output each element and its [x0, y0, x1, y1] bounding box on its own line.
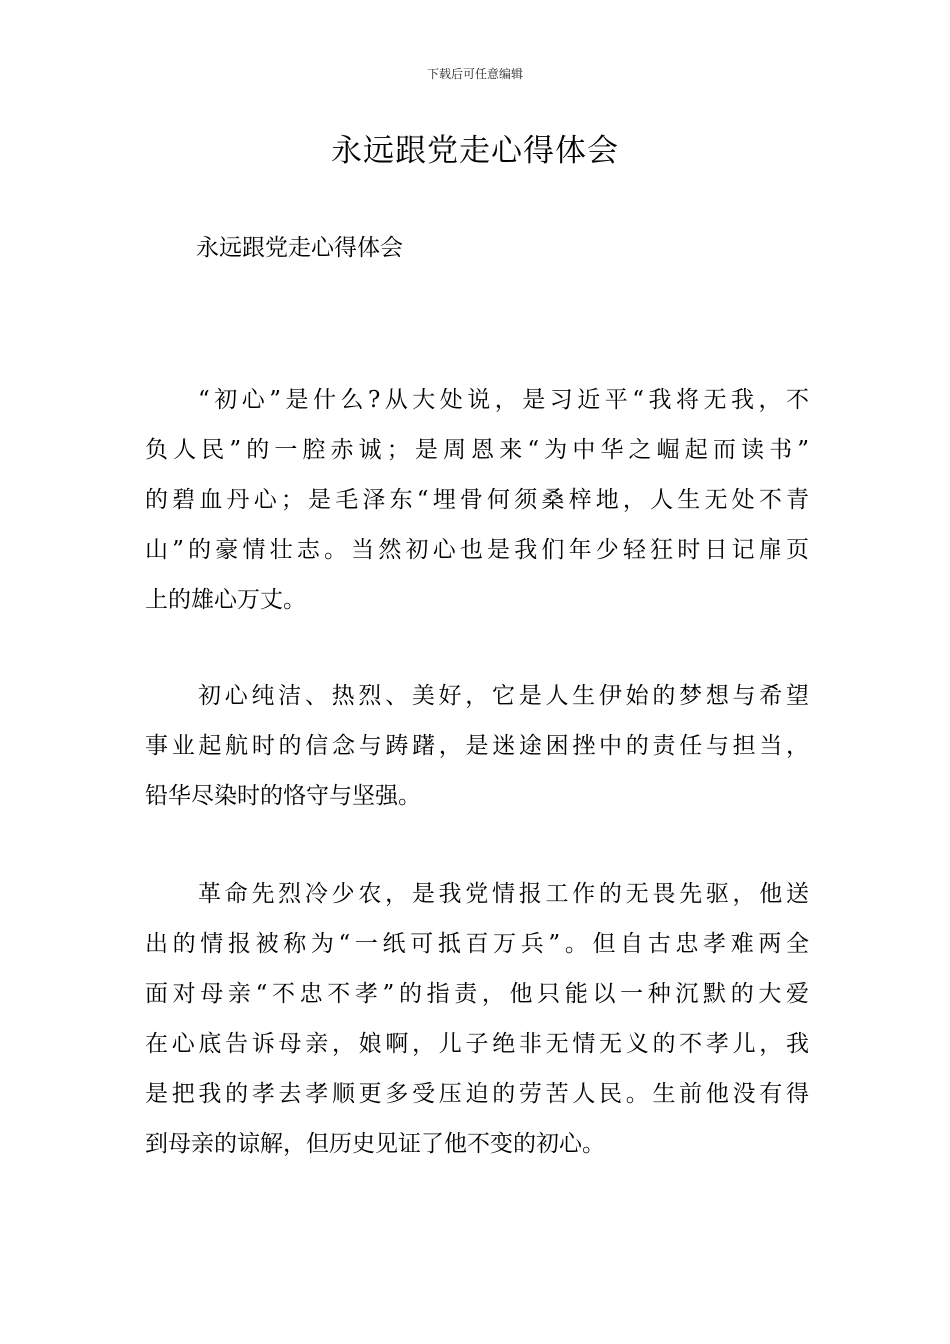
body-paragraph — [145, 671, 809, 821]
paragraph-line: 上的雄心万丈。 — [145, 587, 306, 613]
document-subtitle: 永远跟党走心得体会 — [196, 235, 403, 261]
paragraph-line: 山”的豪情壮志。当然初心也是我们年少轻狂时日记扉页 — [145, 537, 809, 563]
body-paragraph — [145, 869, 809, 1169]
body-paragraph — [145, 375, 809, 625]
paragraph-line: 到母亲的谅解，但历史见证了他不变的初心。 — [145, 1131, 605, 1157]
paragraph-line: 初心纯洁、热烈、美好，它是人生伊始的梦想与希望 — [198, 683, 809, 709]
paragraph-line: “初心”是什么?从大处说，是习近平“我将无我，不 — [198, 387, 809, 413]
paragraph-line: 事业起航时的信念与踌躇，是迷途困挫中的责任与担当， — [145, 733, 809, 759]
header-note: 下载后可任意编辑 — [426, 67, 523, 81]
paragraph-line: 的碧血丹心；是毛泽东“埋骨何须桑梓地，人生无处不青 — [145, 487, 809, 513]
paragraph-line: 是把我的孝去孝顺更多受压迫的劳苦人民。生前他没有得 — [145, 1081, 809, 1107]
paragraph-line: 面对母亲“不忠不孝”的指责，他只能以一种沉默的大爱 — [145, 981, 809, 1007]
paragraph-line: 铅华尽染时的恪守与坚强。 — [145, 783, 421, 809]
paragraph-line: 出的情报被称为“一纸可抵百万兵”。但自古忠孝难两全 — [145, 931, 809, 957]
document-title: 永远跟党走心得体会 — [331, 133, 619, 169]
paragraph-line: 在心底告诉母亲，娘啊，儿子绝非无情无义的不孝儿，我 — [145, 1031, 809, 1057]
paragraph-line: 负人民”的一腔赤诚；是周恩来“为中华之崛起而读书” — [145, 437, 809, 463]
paragraph-line: 革命先烈冷少农，是我党情报工作的无畏先驱，他送 — [198, 881, 809, 907]
